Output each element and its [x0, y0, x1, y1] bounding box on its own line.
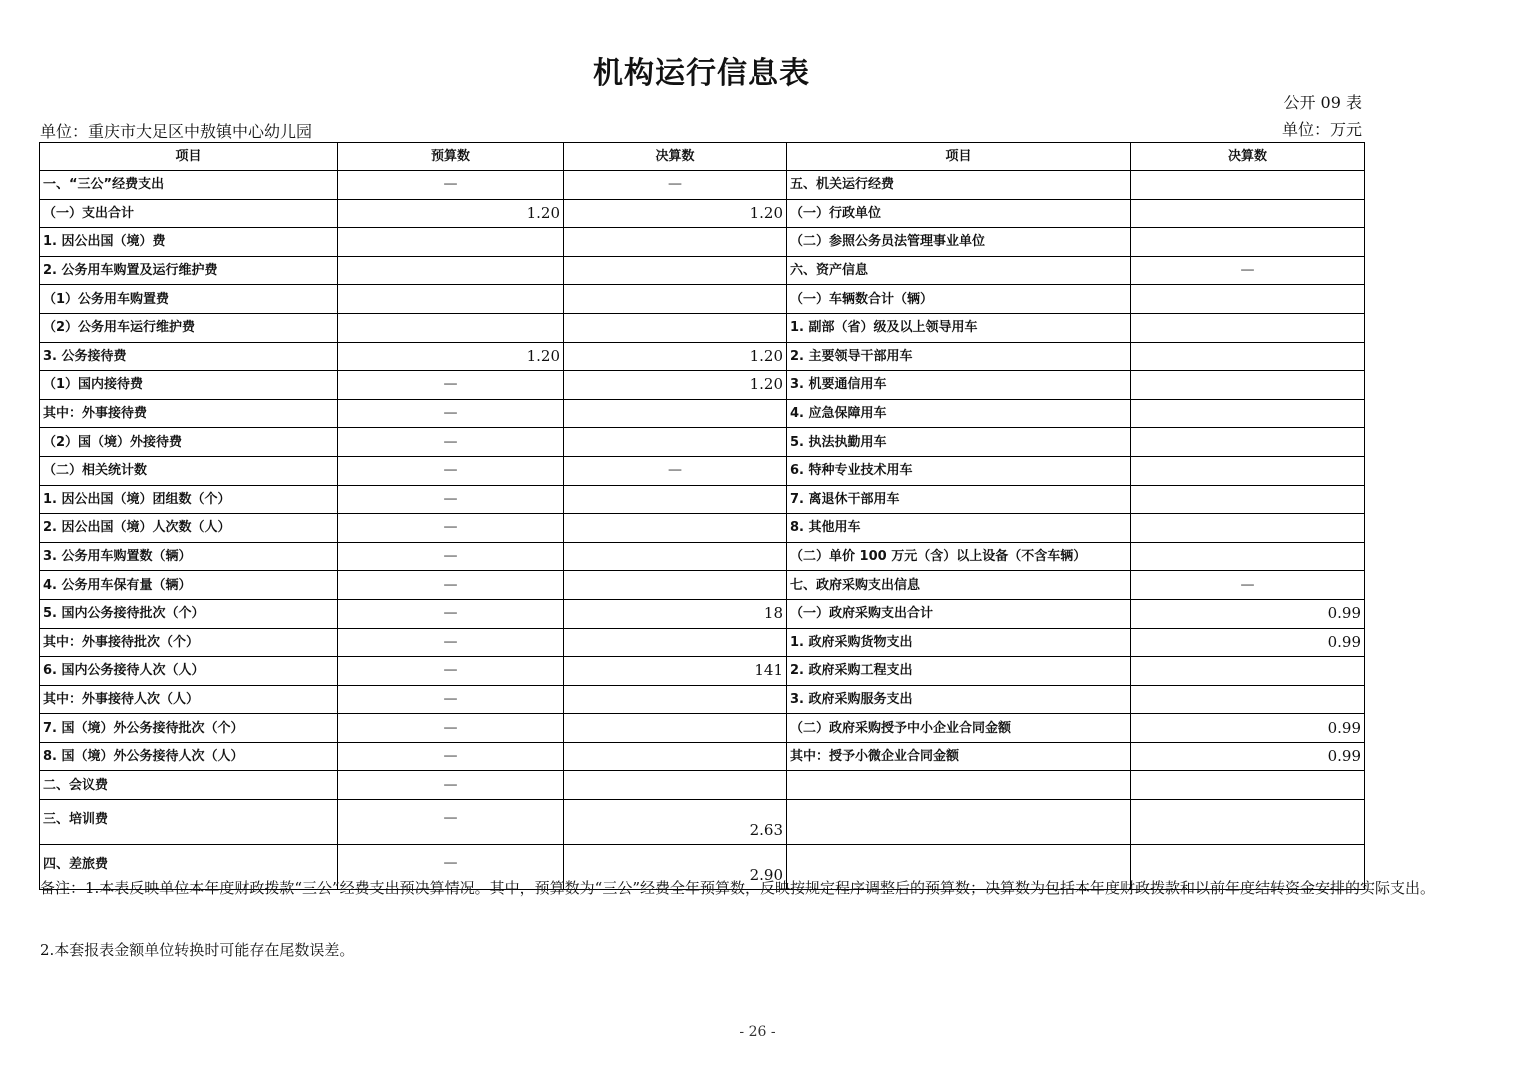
final-cell: 2.63: [564, 800, 787, 845]
right-item-cell: [787, 771, 1131, 800]
budget-cell: —: [338, 599, 564, 628]
left-item-cell: 4. 公务用车保有量（辆）: [40, 571, 338, 600]
form-number: 公开 09 表: [1283, 93, 1362, 112]
right-item-cell: （一）车辆数合计（辆）: [787, 285, 1131, 314]
right-item-cell: 8. 其他用车: [787, 514, 1131, 543]
left-item-cell: 2. 公务用车购置及运行维护费: [40, 256, 338, 285]
table-row: [40, 599, 1365, 628]
left-item-cell: 3. 公务接待费: [40, 342, 338, 371]
right-item-cell: 4. 应急保障用车: [787, 399, 1131, 428]
left-item-cell: 1. 因公出国（境）费: [40, 228, 338, 257]
left-item-cell: 一、“三公”经费支出: [40, 171, 338, 200]
right-final-cell: 0.99: [1131, 714, 1365, 743]
table-row: [40, 171, 1365, 200]
table-row: [40, 371, 1365, 400]
final-cell: 2.90: [564, 845, 787, 890]
info-table: [39, 142, 1365, 890]
final-cell: 1.20: [564, 199, 787, 228]
budget-cell: —: [338, 742, 564, 771]
right-final-cell: —: [1131, 571, 1365, 600]
table-header-row: [40, 143, 1365, 171]
note-1: 备注：1.本表反映单位本年度财政拨款“三公”经费支出预决算情况。其中，预算数为“三公”经费全年预算数，反映按规定程序调整后的预算数；决算数为包括本年度财政拨款和以前年度结转资金安排的实际支出。: [40, 879, 1435, 897]
right-item-cell: 其中：授予小微企业合同金额: [787, 742, 1131, 771]
budget-cell: —: [338, 845, 564, 890]
left-item-cell: 7. 国（境）外公务接待批次（个）: [40, 714, 338, 743]
final-cell: 1.20: [564, 342, 787, 371]
right-item-cell: （二）参照公务员法管理事业单位: [787, 228, 1131, 257]
page-number: - 26 -: [739, 1024, 776, 1040]
budget-cell: —: [338, 800, 564, 845]
right-item-cell: 3. 政府采购服务支出: [787, 685, 1131, 714]
budget-cell: —: [338, 456, 564, 485]
left-item-cell: 其中：外事接待费: [40, 399, 338, 428]
right-item-cell: 七、政府采购支出信息: [787, 571, 1131, 600]
right-final-cell: [1131, 171, 1365, 200]
left-item-cell: 5. 国内公务接待批次（个）: [40, 599, 338, 628]
right-item-cell: 5. 执法执勤用车: [787, 428, 1131, 457]
right-final-cell: [1131, 399, 1365, 428]
right-final-cell: [1131, 371, 1365, 400]
left-item-cell: 三、培训费: [40, 800, 338, 845]
left-item-cell: （一）支出合计: [40, 199, 338, 228]
header-right-final: 决算数: [1131, 143, 1365, 171]
left-item-cell: （二）相关统计数: [40, 456, 338, 485]
left-item-cell: 2. 因公出国（境）人次数（人）: [40, 514, 338, 543]
right-final-cell: [1131, 685, 1365, 714]
budget-cell: —: [338, 714, 564, 743]
table-row: [40, 428, 1365, 457]
table-row: [40, 542, 1365, 571]
budget-cell: —: [338, 542, 564, 571]
table-row: [40, 742, 1365, 771]
final-cell: [564, 285, 787, 314]
right-item-cell: 6. 特种专业技术用车: [787, 456, 1131, 485]
final-cell: [564, 542, 787, 571]
budget-cell: —: [338, 485, 564, 514]
page-title: 机构运行信息表: [593, 56, 810, 91]
left-item-cell: 8. 国（境）外公务接待人次（人）: [40, 742, 338, 771]
left-item-cell: （2）公务用车运行维护费: [40, 313, 338, 342]
left-item-cell: 其中：外事接待批次（个）: [40, 628, 338, 657]
final-cell: 18: [564, 599, 787, 628]
budget-cell: —: [338, 685, 564, 714]
left-item-cell: 3. 公务用车购置数（辆）: [40, 542, 338, 571]
budget-cell: —: [338, 514, 564, 543]
table-row: [40, 313, 1365, 342]
table-row: [40, 571, 1365, 600]
final-cell: [564, 428, 787, 457]
right-final-cell: [1131, 514, 1365, 543]
header-budget: 预算数: [338, 143, 564, 171]
right-final-cell: 0.99: [1131, 628, 1365, 657]
budget-cell: —: [338, 771, 564, 800]
final-cell: [564, 742, 787, 771]
table-row: [40, 199, 1365, 228]
organization-unit: 单位：重庆市大足区中敖镇中心幼儿园: [40, 122, 313, 141]
budget-cell: —: [338, 628, 564, 657]
right-final-cell: [1131, 228, 1365, 257]
right-item-cell: （二）单价 100 万元（含）以上设备（不含车辆）: [787, 542, 1131, 571]
header-right-item: 项目: [787, 143, 1131, 171]
budget-cell: [338, 228, 564, 257]
budget-cell: [338, 256, 564, 285]
final-cell: [564, 571, 787, 600]
final-cell: [564, 685, 787, 714]
note-2: 2.本套报表金额单位转换时可能存在尾数误差。: [40, 941, 355, 959]
table-row: [40, 771, 1365, 800]
left-item-cell: 6. 国内公务接待人次（人）: [40, 657, 338, 686]
final-cell: —: [564, 171, 787, 200]
final-cell: [564, 514, 787, 543]
left-item-cell: 其中：外事接待人次（人）: [40, 685, 338, 714]
right-final-cell: [1131, 428, 1365, 457]
left-item-cell: （1）国内接待费: [40, 371, 338, 400]
table-row: [40, 628, 1365, 657]
right-final-cell: [1131, 485, 1365, 514]
table-row: [40, 800, 1365, 845]
table-row: [40, 714, 1365, 743]
left-item-cell: （1）公务用车购置费: [40, 285, 338, 314]
right-item-cell: 五、机关运行经费: [787, 171, 1131, 200]
budget-cell: [338, 285, 564, 314]
right-final-cell: [1131, 800, 1365, 845]
right-item-cell: 1. 政府采购货物支出: [787, 628, 1131, 657]
right-item-cell: 3. 机要通信用车: [787, 371, 1131, 400]
budget-cell: —: [338, 657, 564, 686]
table-row: [40, 514, 1365, 543]
final-cell: [564, 228, 787, 257]
right-final-cell: [1131, 456, 1365, 485]
final-cell: [564, 256, 787, 285]
right-final-cell: [1131, 657, 1365, 686]
budget-cell: 1.20: [338, 199, 564, 228]
budget-cell: —: [338, 571, 564, 600]
right-final-cell: —: [1131, 256, 1365, 285]
table-row: [40, 256, 1365, 285]
table-row: [40, 285, 1365, 314]
right-item-cell: 2. 主要领导干部用车: [787, 342, 1131, 371]
table-row: [40, 228, 1365, 257]
final-cell: —: [564, 456, 787, 485]
final-cell: [564, 628, 787, 657]
right-final-cell: [1131, 771, 1365, 800]
right-item-cell: （一）行政单位: [787, 199, 1131, 228]
table-row: [40, 657, 1365, 686]
right-final-cell: [1131, 313, 1365, 342]
budget-cell: [338, 313, 564, 342]
right-item-cell: （二）政府采购授予中小企业合同金额: [787, 714, 1131, 743]
budget-cell: 1.20: [338, 342, 564, 371]
final-cell: [564, 313, 787, 342]
table-row: [40, 485, 1365, 514]
header-left-item: 项目: [40, 143, 338, 171]
right-final-cell: [1131, 199, 1365, 228]
currency-unit: 单位：万元: [1281, 120, 1362, 139]
right-final-cell: [1131, 285, 1365, 314]
final-cell: [564, 714, 787, 743]
right-final-cell: 0.99: [1131, 599, 1365, 628]
right-final-cell: [1131, 342, 1365, 371]
final-cell: [564, 485, 787, 514]
right-item-cell: （一）政府采购支出合计: [787, 599, 1131, 628]
right-item-cell: 六、资产信息: [787, 256, 1131, 285]
budget-cell: —: [338, 428, 564, 457]
table-row: [40, 685, 1365, 714]
right-final-cell: [1131, 542, 1365, 571]
budget-cell: —: [338, 171, 564, 200]
header-final: 决算数: [564, 143, 787, 171]
right-item-cell: 1. 副部（省）级及以上领导用车: [787, 313, 1131, 342]
right-item-cell: 2. 政府采购工程支出: [787, 657, 1131, 686]
right-item-cell: 7. 离退休干部用车: [787, 485, 1131, 514]
final-cell: [564, 399, 787, 428]
final-cell: [564, 771, 787, 800]
table-row: [40, 342, 1365, 371]
final-cell: 1.20: [564, 371, 787, 400]
budget-cell: —: [338, 371, 564, 400]
left-item-cell: 四、差旅费: [40, 845, 338, 890]
budget-cell: —: [338, 399, 564, 428]
left-item-cell: 二、会议费: [40, 771, 338, 800]
final-cell: 141: [564, 657, 787, 686]
table-row: [40, 456, 1365, 485]
right-final-cell: 0.99: [1131, 742, 1365, 771]
table-row: [40, 399, 1365, 428]
left-item-cell: （2）国（境）外接待费: [40, 428, 338, 457]
right-item-cell: [787, 800, 1131, 845]
left-item-cell: 1. 因公出国（境）团组数（个）: [40, 485, 338, 514]
